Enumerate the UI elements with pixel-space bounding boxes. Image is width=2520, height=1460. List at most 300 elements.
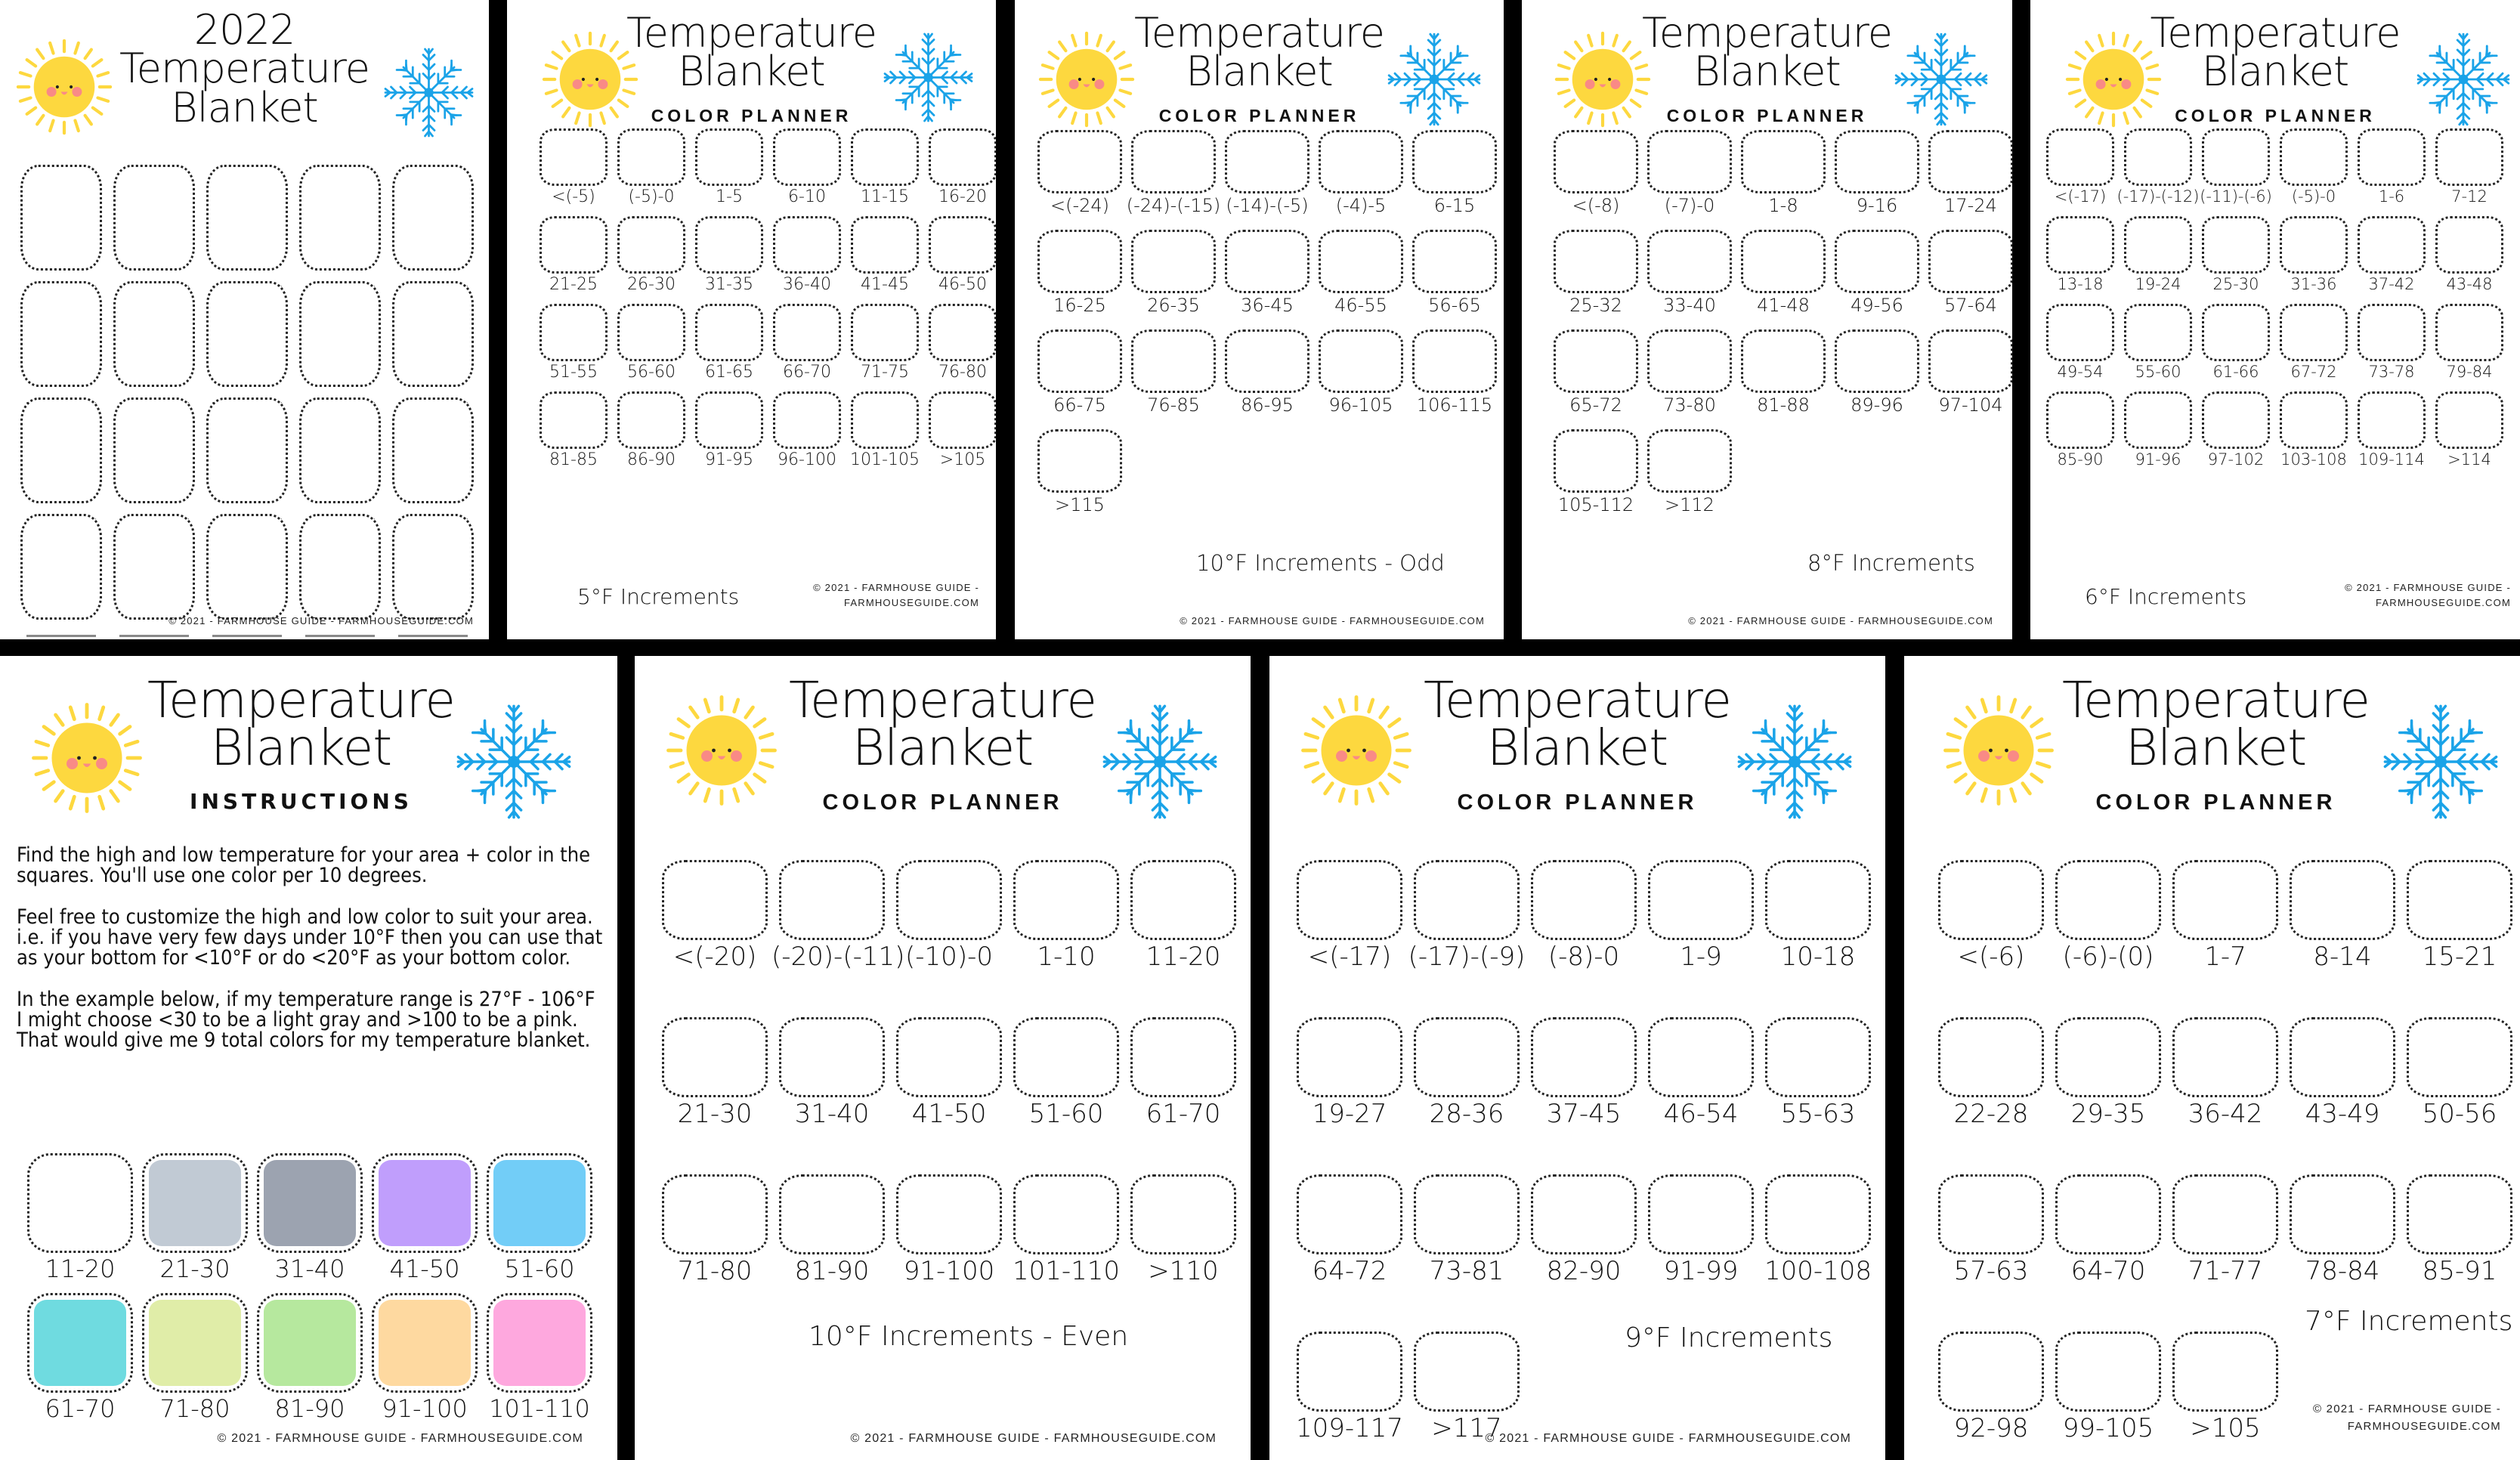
color-square[interactable] bbox=[540, 304, 608, 382]
dotted-square[interactable] bbox=[299, 165, 381, 271]
dotted-square[interactable] bbox=[779, 860, 885, 940]
dotted-square[interactable] bbox=[2124, 128, 2192, 186]
dotted-square[interactable] bbox=[1225, 329, 1309, 393]
dotted-square[interactable] bbox=[20, 397, 102, 503]
dotted-square[interactable] bbox=[206, 165, 288, 271]
dotted-square[interactable] bbox=[2046, 391, 2114, 449]
dotted-square[interactable] bbox=[617, 128, 685, 186]
color-square[interactable] bbox=[1131, 329, 1216, 416]
dotted-square[interactable] bbox=[773, 391, 841, 449]
dotted-square[interactable] bbox=[929, 391, 996, 449]
color-square[interactable] bbox=[773, 304, 841, 382]
color-square[interactable] bbox=[1765, 860, 1871, 972]
color-square[interactable] bbox=[392, 397, 474, 503]
color-square[interactable] bbox=[2055, 860, 2161, 972]
color-square[interactable] bbox=[617, 216, 685, 294]
dotted-square[interactable] bbox=[2046, 216, 2114, 274]
color-square[interactable] bbox=[113, 281, 195, 387]
color-square[interactable] bbox=[896, 1174, 1002, 1286]
color-square[interactable] bbox=[299, 281, 381, 387]
dotted-square[interactable] bbox=[1648, 860, 1754, 940]
color-square[interactable] bbox=[299, 397, 381, 503]
dotted-square[interactable] bbox=[540, 216, 608, 274]
color-square[interactable] bbox=[299, 514, 381, 620]
color-square[interactable] bbox=[1554, 429, 1638, 515]
color-square[interactable] bbox=[851, 216, 919, 294]
dotted-square[interactable] bbox=[1835, 329, 1919, 393]
dotted-square[interactable] bbox=[1297, 1017, 1402, 1097]
color-square[interactable] bbox=[1928, 230, 2012, 316]
color-square[interactable] bbox=[20, 165, 102, 271]
dotted-square[interactable] bbox=[2055, 1332, 2161, 1412]
dotted-square[interactable] bbox=[1225, 130, 1309, 193]
color-square[interactable] bbox=[2280, 216, 2348, 293]
color-square[interactable] bbox=[695, 216, 763, 294]
dotted-square[interactable] bbox=[1412, 230, 1497, 293]
dotted-square[interactable] bbox=[1928, 230, 2012, 293]
color-square[interactable] bbox=[1554, 329, 1638, 416]
dotted-square[interactable] bbox=[2407, 1017, 2512, 1097]
dotted-square[interactable] bbox=[20, 514, 102, 620]
dotted-square[interactable] bbox=[113, 514, 195, 620]
color-square[interactable] bbox=[2358, 216, 2426, 293]
color-square[interactable] bbox=[2046, 304, 2114, 381]
dotted-square[interactable] bbox=[851, 304, 919, 361]
color-square[interactable] bbox=[1647, 329, 1732, 416]
dotted-square[interactable] bbox=[1647, 230, 1732, 293]
dotted-square[interactable] bbox=[2435, 216, 2503, 274]
color-square[interactable] bbox=[392, 281, 474, 387]
color-square[interactable] bbox=[1130, 1174, 1236, 1286]
color-square[interactable] bbox=[1037, 230, 1122, 316]
color-square[interactable] bbox=[773, 216, 841, 294]
color-square[interactable] bbox=[1319, 130, 1403, 216]
color-square[interactable] bbox=[1225, 230, 1309, 316]
dotted-square[interactable] bbox=[1319, 329, 1403, 393]
color-square[interactable] bbox=[113, 165, 195, 271]
color-square[interactable] bbox=[2435, 391, 2503, 469]
dotted-square[interactable] bbox=[2358, 128, 2426, 186]
color-square[interactable] bbox=[1554, 130, 1638, 216]
dotted-square[interactable] bbox=[392, 281, 474, 387]
dotted-square[interactable] bbox=[1414, 1332, 1520, 1412]
color-square[interactable] bbox=[2358, 391, 2426, 469]
dotted-square[interactable] bbox=[1319, 230, 1403, 293]
color-square[interactable] bbox=[113, 514, 195, 620]
color-square[interactable] bbox=[1531, 1174, 1637, 1286]
color-square[interactable] bbox=[2055, 1174, 2161, 1286]
dotted-square[interactable] bbox=[773, 216, 841, 274]
color-square[interactable] bbox=[1037, 130, 1122, 216]
color-square[interactable] bbox=[2200, 128, 2272, 206]
color-square[interactable] bbox=[1319, 230, 1403, 316]
color-square[interactable] bbox=[206, 514, 288, 620]
color-square[interactable] bbox=[113, 397, 195, 503]
dotted-square[interactable] bbox=[1648, 1017, 1754, 1097]
dotted-square[interactable] bbox=[2172, 1174, 2278, 1254]
dotted-square[interactable] bbox=[1531, 1017, 1637, 1097]
dotted-square[interactable] bbox=[1938, 860, 2044, 940]
color-square[interactable] bbox=[617, 391, 685, 469]
dotted-square[interactable] bbox=[20, 165, 102, 271]
color-square[interactable] bbox=[773, 391, 841, 469]
dotted-square[interactable] bbox=[2172, 1017, 2278, 1097]
color-square[interactable] bbox=[2124, 391, 2192, 469]
color-square[interactable] bbox=[2407, 860, 2512, 972]
dotted-square[interactable] bbox=[1531, 860, 1637, 940]
color-square[interactable] bbox=[662, 1174, 768, 1286]
dotted-square[interactable] bbox=[1938, 1332, 2044, 1412]
dotted-square[interactable] bbox=[896, 1017, 1002, 1097]
color-square[interactable] bbox=[1013, 1017, 1119, 1129]
color-square[interactable] bbox=[1835, 130, 1919, 216]
color-square[interactable] bbox=[1412, 130, 1497, 216]
color-square[interactable] bbox=[2435, 304, 2503, 381]
dotted-square[interactable] bbox=[896, 1174, 1002, 1254]
color-square[interactable] bbox=[1647, 429, 1732, 515]
color-square[interactable] bbox=[1297, 1174, 1402, 1286]
dotted-square[interactable] bbox=[1554, 329, 1638, 393]
color-square[interactable] bbox=[2202, 304, 2270, 381]
color-square[interactable] bbox=[1297, 860, 1402, 972]
color-square[interactable] bbox=[206, 281, 288, 387]
dotted-square[interactable] bbox=[2124, 216, 2192, 274]
dotted-square[interactable] bbox=[540, 391, 608, 449]
dotted-square[interactable] bbox=[2055, 1174, 2161, 1254]
color-square[interactable] bbox=[851, 128, 919, 206]
dotted-square[interactable] bbox=[1130, 1017, 1236, 1097]
color-square[interactable] bbox=[2290, 1017, 2395, 1129]
dotted-square[interactable] bbox=[1412, 130, 1497, 193]
dotted-square[interactable] bbox=[2124, 391, 2192, 449]
dotted-square[interactable] bbox=[206, 281, 288, 387]
color-square[interactable] bbox=[896, 1017, 1002, 1129]
dotted-square[interactable] bbox=[540, 128, 608, 186]
dotted-square[interactable] bbox=[929, 304, 996, 361]
color-square[interactable] bbox=[540, 128, 608, 206]
color-square[interactable] bbox=[1225, 329, 1309, 416]
color-square[interactable] bbox=[1130, 1017, 1236, 1129]
color-square[interactable] bbox=[1741, 130, 1826, 216]
color-square[interactable] bbox=[1741, 230, 1826, 316]
dotted-square[interactable] bbox=[1928, 329, 2012, 393]
color-square[interactable] bbox=[2407, 1017, 2512, 1129]
color-square[interactable] bbox=[2046, 128, 2114, 206]
color-square[interactable] bbox=[2046, 391, 2114, 469]
color-square[interactable] bbox=[1012, 1174, 1121, 1286]
dotted-square[interactable] bbox=[2407, 860, 2512, 940]
dotted-square[interactable] bbox=[1013, 860, 1119, 940]
color-square[interactable] bbox=[2172, 860, 2278, 972]
dotted-square[interactable] bbox=[1319, 130, 1403, 193]
dotted-square[interactable] bbox=[662, 860, 768, 940]
dotted-square[interactable] bbox=[113, 165, 195, 271]
color-square[interactable] bbox=[1412, 329, 1497, 416]
dotted-square[interactable] bbox=[1835, 130, 1919, 193]
dotted-square[interactable] bbox=[206, 397, 288, 503]
dotted-square[interactable] bbox=[2435, 391, 2503, 449]
dotted-square[interactable] bbox=[2290, 1017, 2395, 1097]
color-square[interactable] bbox=[540, 391, 608, 469]
color-square[interactable] bbox=[896, 860, 1002, 972]
dotted-square[interactable] bbox=[2202, 216, 2270, 274]
dotted-square[interactable] bbox=[2280, 391, 2348, 449]
dotted-square[interactable] bbox=[773, 304, 841, 361]
color-square[interactable] bbox=[299, 165, 381, 271]
dotted-square[interactable] bbox=[773, 128, 841, 186]
color-square[interactable] bbox=[2172, 1017, 2278, 1129]
color-square[interactable] bbox=[392, 514, 474, 620]
dotted-square[interactable] bbox=[2202, 128, 2270, 186]
color-square[interactable] bbox=[206, 397, 288, 503]
color-square[interactable] bbox=[2202, 391, 2270, 469]
color-square[interactable] bbox=[617, 128, 685, 206]
color-square[interactable] bbox=[1648, 1017, 1754, 1129]
dotted-square[interactable] bbox=[392, 165, 474, 271]
color-square[interactable] bbox=[20, 281, 102, 387]
dotted-square[interactable] bbox=[1741, 329, 1826, 393]
dotted-square[interactable] bbox=[1130, 860, 1236, 940]
dotted-square[interactable] bbox=[1225, 230, 1309, 293]
dotted-square[interactable] bbox=[1647, 429, 1732, 493]
color-square[interactable] bbox=[771, 860, 905, 972]
color-square[interactable] bbox=[2280, 391, 2348, 469]
dotted-square[interactable] bbox=[2290, 860, 2395, 940]
dotted-square[interactable] bbox=[2055, 860, 2161, 940]
color-square[interactable] bbox=[206, 165, 288, 271]
dotted-square[interactable] bbox=[1938, 1017, 2044, 1097]
color-square[interactable] bbox=[1531, 860, 1637, 972]
color-square[interactable] bbox=[1938, 1332, 2044, 1443]
color-square[interactable] bbox=[2280, 128, 2348, 206]
dotted-square[interactable] bbox=[1554, 429, 1638, 493]
color-square[interactable] bbox=[1131, 230, 1216, 316]
dotted-square[interactable] bbox=[1531, 1174, 1637, 1254]
dotted-square[interactable] bbox=[1765, 860, 1871, 940]
dotted-square[interactable] bbox=[540, 304, 608, 361]
dotted-square[interactable] bbox=[1037, 429, 1122, 493]
color-square[interactable] bbox=[662, 860, 768, 972]
color-square[interactable] bbox=[1297, 1017, 1402, 1129]
color-square[interactable] bbox=[779, 1174, 885, 1286]
color-square[interactable] bbox=[1928, 329, 2012, 416]
dotted-square[interactable] bbox=[1037, 130, 1122, 193]
dotted-square[interactable] bbox=[851, 391, 919, 449]
color-square[interactable] bbox=[2046, 216, 2114, 293]
color-square[interactable] bbox=[2055, 1017, 2161, 1129]
dotted-square[interactable] bbox=[113, 281, 195, 387]
dotted-square[interactable] bbox=[1412, 329, 1497, 393]
dotted-square[interactable] bbox=[1648, 1174, 1754, 1254]
dotted-square[interactable] bbox=[896, 860, 1002, 940]
dotted-square[interactable] bbox=[299, 281, 381, 387]
color-square[interactable] bbox=[1295, 1332, 1404, 1443]
color-square[interactable] bbox=[2124, 216, 2192, 293]
dotted-square[interactable] bbox=[2358, 391, 2426, 449]
color-square[interactable] bbox=[1037, 429, 1122, 515]
dotted-square[interactable] bbox=[2290, 1174, 2395, 1254]
dotted-square[interactable] bbox=[2172, 1332, 2278, 1412]
dotted-square[interactable] bbox=[392, 397, 474, 503]
color-square[interactable] bbox=[1835, 230, 1919, 316]
color-square[interactable] bbox=[1648, 1174, 1754, 1286]
dotted-square[interactable] bbox=[779, 1017, 885, 1097]
dotted-square[interactable] bbox=[1835, 230, 1919, 293]
color-square[interactable] bbox=[1412, 230, 1497, 316]
dotted-square[interactable] bbox=[1554, 230, 1638, 293]
color-square[interactable] bbox=[929, 391, 996, 469]
dotted-square[interactable] bbox=[779, 1174, 885, 1254]
color-square[interactable] bbox=[20, 514, 102, 620]
dotted-square[interactable] bbox=[617, 391, 685, 449]
dotted-square[interactable] bbox=[695, 304, 763, 361]
dotted-square[interactable] bbox=[2046, 128, 2114, 186]
color-square[interactable] bbox=[1531, 1017, 1637, 1129]
dotted-square[interactable] bbox=[2435, 128, 2503, 186]
color-square[interactable] bbox=[2435, 216, 2503, 293]
dotted-square[interactable] bbox=[2407, 1174, 2512, 1254]
dotted-square[interactable] bbox=[695, 391, 763, 449]
color-square[interactable] bbox=[1938, 1017, 2044, 1129]
dotted-square[interactable] bbox=[929, 128, 996, 186]
dotted-square[interactable] bbox=[1741, 230, 1826, 293]
color-square[interactable] bbox=[2124, 304, 2192, 381]
color-square[interactable] bbox=[695, 304, 763, 382]
color-square[interactable] bbox=[2435, 128, 2503, 206]
dotted-square[interactable] bbox=[1130, 1174, 1236, 1254]
color-square[interactable] bbox=[662, 1017, 768, 1129]
color-square[interactable] bbox=[2290, 1174, 2395, 1286]
dotted-square[interactable] bbox=[662, 1174, 768, 1254]
dotted-square[interactable] bbox=[2280, 128, 2348, 186]
color-square[interactable] bbox=[20, 397, 102, 503]
color-square[interactable] bbox=[1037, 329, 1122, 416]
dotted-square[interactable] bbox=[1741, 130, 1826, 193]
dotted-square[interactable] bbox=[1414, 1174, 1520, 1254]
dotted-square[interactable] bbox=[1554, 130, 1638, 193]
dotted-square[interactable] bbox=[2055, 1017, 2161, 1097]
dotted-square[interactable] bbox=[299, 397, 381, 503]
color-square[interactable] bbox=[773, 128, 841, 206]
color-square[interactable] bbox=[929, 128, 996, 206]
color-square[interactable] bbox=[2280, 304, 2348, 381]
dotted-square[interactable] bbox=[1414, 1017, 1520, 1097]
dotted-square[interactable] bbox=[1297, 1332, 1402, 1412]
color-square[interactable] bbox=[1835, 329, 1919, 416]
color-square[interactable] bbox=[1928, 130, 2012, 216]
color-square[interactable] bbox=[1130, 860, 1236, 972]
color-square[interactable] bbox=[695, 128, 763, 206]
color-square[interactable] bbox=[929, 304, 996, 382]
color-square[interactable] bbox=[1414, 1174, 1520, 1286]
color-square[interactable] bbox=[1013, 860, 1119, 972]
dotted-square[interactable] bbox=[392, 514, 474, 620]
color-square[interactable] bbox=[1554, 230, 1638, 316]
color-square[interactable] bbox=[1319, 329, 1403, 416]
color-square[interactable] bbox=[1408, 860, 1526, 972]
dotted-square[interactable] bbox=[851, 216, 919, 274]
dotted-square[interactable] bbox=[20, 281, 102, 387]
color-square[interactable] bbox=[1648, 860, 1754, 972]
color-square[interactable] bbox=[779, 1017, 885, 1129]
dotted-square[interactable] bbox=[2358, 216, 2426, 274]
color-square[interactable] bbox=[1764, 1174, 1872, 1286]
dotted-square[interactable] bbox=[2202, 304, 2270, 361]
color-square[interactable] bbox=[929, 216, 996, 294]
dotted-square[interactable] bbox=[1297, 860, 1402, 940]
color-square[interactable] bbox=[1126, 130, 1221, 216]
color-square[interactable] bbox=[1938, 860, 2044, 972]
color-square[interactable] bbox=[1414, 1017, 1520, 1129]
dotted-square[interactable] bbox=[1414, 860, 1520, 940]
color-square[interactable] bbox=[2407, 1174, 2512, 1286]
dotted-square[interactable] bbox=[299, 514, 381, 620]
color-square[interactable] bbox=[1647, 130, 1732, 216]
dotted-square[interactable] bbox=[1647, 130, 1732, 193]
dotted-square[interactable] bbox=[1297, 1174, 1402, 1254]
color-square[interactable] bbox=[617, 304, 685, 382]
dotted-square[interactable] bbox=[2202, 391, 2270, 449]
dotted-square[interactable] bbox=[1013, 1174, 1119, 1254]
color-square[interactable] bbox=[1647, 230, 1732, 316]
dotted-square[interactable] bbox=[1928, 130, 2012, 193]
color-square[interactable] bbox=[2116, 128, 2200, 206]
color-square[interactable] bbox=[2172, 1332, 2278, 1443]
dotted-square[interactable] bbox=[1765, 1174, 1871, 1254]
color-square[interactable] bbox=[2055, 1332, 2161, 1443]
dotted-square[interactable] bbox=[2280, 304, 2348, 361]
dotted-square[interactable] bbox=[1938, 1174, 2044, 1254]
dotted-square[interactable] bbox=[617, 216, 685, 274]
dotted-square[interactable] bbox=[1037, 329, 1122, 393]
dotted-square[interactable] bbox=[929, 216, 996, 274]
color-square[interactable] bbox=[1741, 329, 1826, 416]
color-square[interactable] bbox=[2358, 128, 2426, 206]
dotted-square[interactable] bbox=[1037, 230, 1122, 293]
color-square[interactable] bbox=[1414, 1332, 1520, 1443]
dotted-square[interactable] bbox=[2435, 304, 2503, 361]
dotted-square[interactable] bbox=[1647, 329, 1732, 393]
color-square[interactable] bbox=[850, 391, 920, 469]
dotted-square[interactable] bbox=[2358, 304, 2426, 361]
dotted-square[interactable] bbox=[2172, 860, 2278, 940]
dotted-square[interactable] bbox=[662, 1017, 768, 1097]
dotted-square[interactable] bbox=[1131, 130, 1216, 193]
dotted-square[interactable] bbox=[2280, 216, 2348, 274]
color-square[interactable] bbox=[2202, 216, 2270, 293]
color-square[interactable] bbox=[2172, 1174, 2278, 1286]
dotted-square[interactable] bbox=[1013, 1017, 1119, 1097]
dotted-square[interactable] bbox=[2046, 304, 2114, 361]
dotted-square[interactable] bbox=[695, 216, 763, 274]
color-square[interactable] bbox=[1225, 130, 1309, 216]
dotted-square[interactable] bbox=[113, 397, 195, 503]
color-square[interactable] bbox=[695, 391, 763, 469]
dotted-square[interactable] bbox=[695, 128, 763, 186]
color-square[interactable] bbox=[2290, 860, 2395, 972]
color-square[interactable] bbox=[1938, 1174, 2044, 1286]
color-square[interactable] bbox=[1765, 1017, 1871, 1129]
dotted-square[interactable] bbox=[2124, 304, 2192, 361]
dotted-square[interactable] bbox=[851, 128, 919, 186]
color-square[interactable] bbox=[2358, 304, 2426, 381]
dotted-square[interactable] bbox=[617, 304, 685, 361]
color-square[interactable] bbox=[392, 165, 474, 271]
dotted-square[interactable] bbox=[206, 514, 288, 620]
dotted-square[interactable] bbox=[1131, 329, 1216, 393]
dotted-square[interactable] bbox=[1765, 1017, 1871, 1097]
color-square[interactable] bbox=[851, 304, 919, 382]
